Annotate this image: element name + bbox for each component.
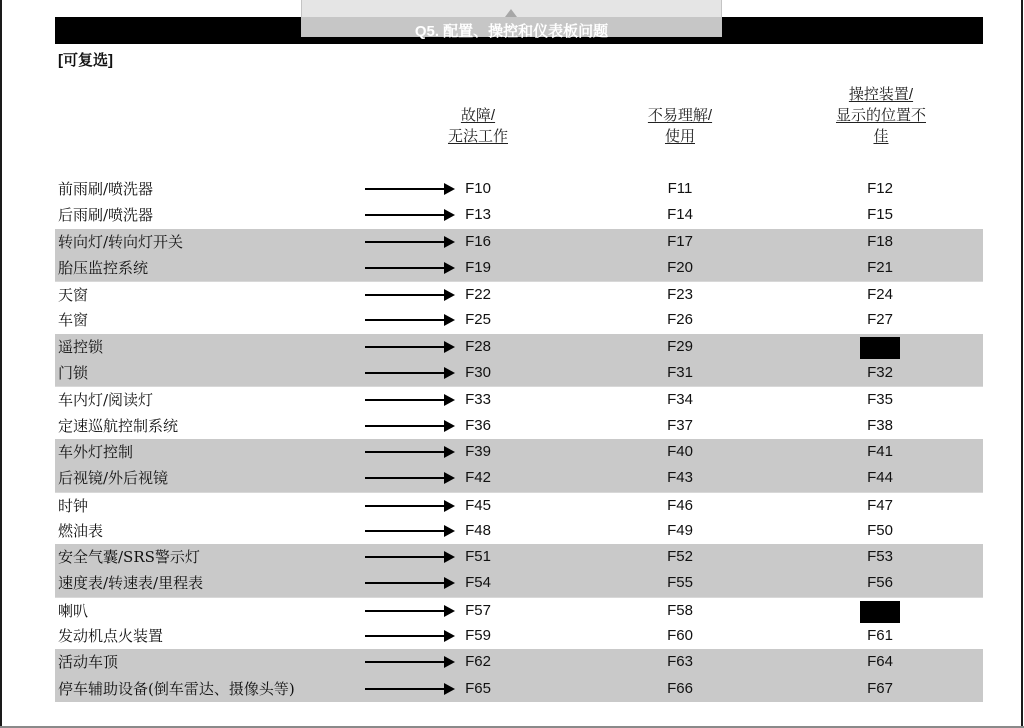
answer-code[interactable]: F19 (465, 258, 491, 276)
row-label: 车内灯/阅读灯 (58, 391, 154, 410)
arrow-right-icon (365, 372, 453, 374)
column-header-line: 显示的位置不 (835, 107, 926, 124)
table-row (55, 386, 983, 412)
answer-code[interactable]: F38 (867, 416, 893, 434)
table-row (55, 255, 983, 281)
toolbar-caret-icon[interactable] (505, 9, 517, 17)
row-label: 前雨刷/喷洗器 (58, 180, 154, 198)
row-label: 后雨刷/喷洗器 (58, 206, 154, 225)
table-row (55, 623, 983, 649)
table-row (55, 518, 983, 544)
row-label: 门锁 (58, 364, 89, 383)
blacked-out-cell (860, 337, 900, 359)
answer-code[interactable]: F54 (465, 574, 491, 592)
answer-code[interactable]: F33 (465, 391, 491, 409)
arrow-right-icon (365, 241, 453, 243)
table-row (55, 281, 983, 307)
answer-code[interactable]: F30 (465, 364, 491, 382)
table-row (55, 229, 983, 255)
answer-code[interactable]: F34 (667, 391, 693, 409)
row-label: 车窗 (58, 311, 89, 330)
arrow-right-icon (365, 530, 453, 532)
answer-code[interactable]: F55 (667, 574, 693, 592)
answer-code[interactable]: F63 (667, 653, 693, 671)
arrow-right-icon (365, 294, 453, 296)
row-label: 转向灯/转向灯开关 (58, 232, 184, 251)
answer-code[interactable]: F11 (667, 180, 693, 197)
column-header-malfunction (398, 105, 558, 147)
page-left-border (0, 0, 2, 728)
answer-code[interactable]: F17 (667, 232, 693, 250)
arrow-right-icon (365, 451, 453, 453)
answer-code[interactable]: F62 (465, 653, 491, 671)
answer-code[interactable]: F36 (465, 416, 491, 434)
answer-code[interactable]: F41 (867, 442, 893, 460)
answer-code[interactable]: F37 (667, 416, 693, 434)
multi-select-note: [可复选] (58, 52, 113, 69)
arrow-right-icon (365, 610, 453, 612)
answer-code[interactable]: F66 (667, 679, 693, 697)
answer-code[interactable]: F31 (667, 364, 693, 382)
answer-code[interactable]: F50 (867, 521, 893, 539)
answer-code[interactable]: F12 (867, 180, 893, 197)
row-label: 喇叭 (58, 601, 89, 620)
answer-code[interactable]: F23 (667, 286, 693, 304)
answer-code[interactable]: F39 (465, 442, 491, 460)
answer-code[interactable]: F32 (867, 364, 893, 382)
answer-code[interactable]: F64 (867, 653, 893, 671)
answer-code[interactable]: F56 (867, 574, 893, 592)
table-row (55, 676, 983, 702)
arrow-right-icon (365, 582, 453, 584)
answer-code[interactable]: F29 (667, 337, 693, 355)
arrow-right-icon (365, 556, 453, 558)
table-row (55, 202, 983, 228)
row-label: 停车辅助设备(倒车雷达、摄像头等) (58, 679, 295, 698)
answer-code[interactable]: F20 (667, 258, 693, 276)
answer-code[interactable]: F25 (465, 311, 491, 329)
arrow-right-icon (365, 505, 453, 507)
answer-code[interactable]: F43 (667, 469, 693, 487)
arrow-right-icon (365, 319, 453, 321)
section-title: Q5. 配置、操控和仪表板问题 (414, 23, 609, 40)
answer-code[interactable]: F53 (867, 548, 893, 566)
answer-code[interactable]: F13 (465, 206, 491, 224)
answer-code[interactable]: F57 (465, 601, 491, 619)
row-label: 天窗 (58, 286, 89, 305)
column-header-line: 使用 (664, 128, 695, 145)
row-label: 定速巡航控制系统 (58, 416, 179, 435)
arrow-right-icon (365, 267, 453, 269)
column-header-line: 不易理解/ (647, 107, 713, 124)
arrow-right-icon (365, 214, 453, 216)
answer-code[interactable]: F61 (867, 627, 893, 645)
answer-code[interactable]: F24 (867, 286, 893, 304)
row-label: 活动车顶 (58, 653, 119, 672)
column-header-line: 操控装置/ (848, 86, 914, 103)
row-label: 发动机点火装置 (58, 627, 164, 646)
row-label: 速度表/转速表/里程表 (58, 574, 204, 593)
answer-code[interactable]: F47 (867, 496, 893, 514)
row-label: 后视镜/外后视镜 (58, 469, 169, 488)
answer-code[interactable]: F42 (465, 469, 491, 487)
arrow-right-icon (365, 188, 453, 190)
row-label: 时钟 (58, 496, 89, 515)
table-row (55, 307, 983, 333)
answer-code[interactable]: F51 (465, 548, 491, 566)
answer-code[interactable]: F14 (667, 206, 693, 224)
table-row (55, 334, 983, 360)
arrow-right-icon (365, 688, 453, 690)
table-row (55, 360, 983, 386)
table-row (55, 465, 983, 491)
answer-code[interactable]: F58 (667, 601, 693, 619)
page-right-border (1021, 0, 1023, 728)
table-row (55, 570, 983, 596)
answer-code[interactable]: F21 (867, 258, 893, 276)
answer-code[interactable]: F52 (667, 548, 693, 566)
answer-code[interactable]: F48 (465, 521, 491, 539)
arrow-right-icon (365, 346, 453, 348)
answer-code[interactable]: F27 (867, 311, 893, 329)
table-row (55, 649, 983, 675)
arrow-right-icon (365, 635, 453, 637)
blacked-out-cell (860, 601, 900, 623)
row-label: 燃油表 (58, 521, 104, 540)
arrow-right-icon (365, 477, 453, 479)
arrow-right-icon (365, 425, 453, 427)
column-header-hard-to-use (600, 105, 760, 147)
answer-code[interactable]: F45 (465, 496, 491, 514)
arrow-right-icon (365, 399, 453, 401)
table-row (55, 492, 983, 518)
question-rows (55, 176, 983, 702)
answer-code[interactable]: F35 (867, 391, 893, 409)
answer-code[interactable]: F44 (867, 469, 893, 487)
answer-code[interactable]: F59 (465, 627, 491, 645)
row-label: 遥控锁 (58, 337, 104, 356)
answer-code[interactable]: F18 (867, 232, 893, 250)
answer-code[interactable]: F22 (465, 286, 491, 304)
column-header-line: 佳 (873, 128, 889, 145)
answer-code[interactable]: F65 (465, 679, 491, 697)
column-header-line: 无法工作 (447, 128, 508, 145)
row-label: 胎压监控系统 (58, 258, 149, 277)
table-row (55, 544, 983, 570)
table-row (55, 597, 983, 623)
column-header-line: 故障/ (460, 107, 496, 124)
answer-code[interactable]: F60 (667, 627, 693, 645)
table-row (55, 439, 983, 465)
table-row (55, 176, 983, 202)
answer-code[interactable]: F67 (867, 679, 893, 697)
column-header-poor-location (802, 84, 960, 147)
table-row (55, 413, 983, 439)
answer-code[interactable]: F16 (465, 232, 491, 250)
arrow-right-icon (365, 661, 453, 663)
answer-code[interactable]: F40 (667, 442, 693, 460)
answer-code[interactable]: F10 (465, 180, 491, 197)
answer-code[interactable]: F28 (465, 337, 491, 355)
row-label: 安全气囊/SRS警示灯 (58, 548, 200, 567)
answer-code[interactable]: F26 (667, 311, 693, 329)
row-label: 车外灯控制 (58, 442, 134, 461)
answer-code[interactable]: F15 (867, 206, 893, 224)
answer-code[interactable]: F46 (667, 496, 693, 514)
answer-code[interactable]: F49 (667, 521, 693, 539)
